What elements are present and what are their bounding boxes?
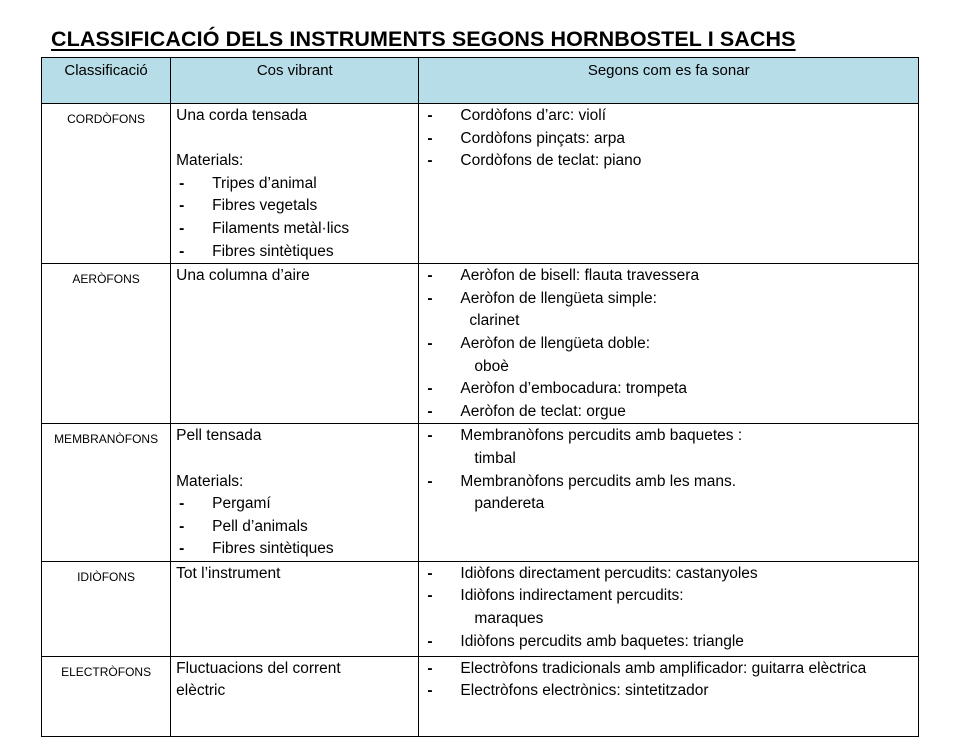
material-item: - Pell d’animals — [176, 516, 414, 539]
type-item: - Membranòfons percudits amb baquetes : — [424, 425, 914, 448]
cos-vibrant-text: Una columna d’aire — [176, 267, 310, 285]
types-cell — [419, 104, 919, 264]
type-item: - Aeròfon de llengüeta simple: — [424, 288, 914, 311]
cos-vibrant-text: Fluctuacions del corrent — [176, 659, 341, 677]
cos-vibrant-cell — [171, 104, 419, 264]
classification-cell: AERÒFONS — [42, 264, 171, 424]
materials-label: Materials: — [176, 152, 244, 170]
classification-cell: ELECTRÒFONS — [42, 656, 171, 736]
types-cell — [419, 656, 919, 736]
type-item: - Aeròfon de llengüeta doble: — [424, 333, 914, 356]
type-item: - Idiòfons directament percudits: castanyoles — [424, 563, 914, 586]
type-item: - Aeròfon de teclat: orgue — [424, 401, 914, 424]
document-title: CLASSIFICACIÓ DELS INSTRUMENTS SEGONS HORNBOSTEL I SACHS — [51, 27, 796, 51]
type-item: - Idiòfons indirectament percudits: — [424, 585, 914, 608]
material-item: - Fibres sintètiques — [176, 538, 414, 561]
type-item-continuation: clarinet — [469, 312, 520, 330]
materials-label: Materials: — [176, 472, 244, 490]
classification-cell: MEMBRANÒFONS — [42, 424, 171, 562]
type-item: - Electròfons tradicionals amb amplificador: guitarra elèctrica — [424, 658, 914, 681]
type-item: - Idiòfons percudits amb baquetes: triangle — [424, 631, 914, 654]
table-row-aerofons — [42, 264, 919, 424]
type-item: - Membranòfons percudits amb les mans. — [424, 471, 914, 494]
type-item: - Cordòfons d’arc: violí — [424, 105, 914, 128]
type-item-continuation: maraques — [474, 610, 544, 628]
type-item: - Cordòfons de teclat: piano — [424, 150, 914, 173]
type-item-continuation: pandereta — [474, 495, 545, 513]
header-classificacio: Classificació — [42, 58, 171, 104]
cos-vibrant-cell — [171, 561, 419, 656]
cos-vibrant-text: Pell tensada — [176, 427, 262, 445]
type-item-continuation: timbal — [474, 449, 516, 467]
type-item: - Aeròfon d’embocadura: trompeta — [424, 378, 914, 401]
cos-vibrant-text: Una corda tensada — [176, 107, 308, 124]
header-segons-com-es-fa-sonar: Segons com es fa sonar — [419, 58, 919, 104]
table-row-idiofons — [42, 561, 919, 656]
types-cell — [419, 424, 919, 562]
material-item: - Fibres vegetals — [176, 195, 414, 218]
classification-cell: CORDÒFONS — [42, 104, 171, 264]
type-item-continuation: oboè — [474, 357, 509, 375]
type-item: - Electròfons electrònics: sintetitzador — [424, 680, 914, 703]
classification-table — [41, 57, 919, 737]
cos-vibrant-cell — [171, 424, 419, 562]
types-cell — [419, 264, 919, 424]
table-row-cordofons — [42, 104, 919, 264]
table-header-row — [42, 58, 919, 104]
cos-vibrant-cell — [171, 656, 419, 736]
material-item: - Pergamí — [176, 493, 414, 516]
types-cell — [419, 561, 919, 656]
type-item: - Aeròfon de bisell: flauta travessera — [424, 265, 914, 288]
material-item: - Filaments metàl·lics — [176, 218, 414, 241]
type-item: - Cordòfons pinçats: arpa — [424, 128, 914, 151]
cos-vibrant-text: Tot l’instrument — [176, 564, 281, 582]
cos-vibrant-text: elèctric — [176, 682, 226, 700]
table-row-electrofons — [42, 656, 919, 736]
header-cos-vibrant: Cos vibrant — [171, 58, 419, 104]
material-item: - Tripes d’animal — [176, 173, 414, 196]
cos-vibrant-cell — [171, 264, 419, 424]
material-item: - Fibres sintètiques — [176, 241, 414, 264]
table-row-membranofons — [42, 424, 919, 562]
classification-cell: IDIÒFONS — [42, 561, 171, 656]
